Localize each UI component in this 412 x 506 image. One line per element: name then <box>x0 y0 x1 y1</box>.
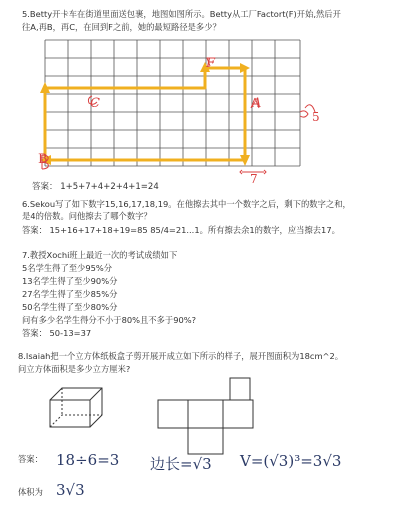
q7-title: 7.教授Xochi班上最近一次的考试成绩如下 <box>22 250 178 260</box>
q7-question: 问有多少名学生得分不小于80%且不多于90%? <box>22 315 197 325</box>
label-C: C <box>90 96 100 111</box>
q5-answer: 答案： 1+5+7+4+2+4+1=24 <box>32 182 159 192</box>
q8-volume-label: 体积为 <box>18 487 43 497</box>
q8-answer-label: 答案： <box>18 454 43 464</box>
label-B: B <box>38 152 48 167</box>
label-F: F <box>206 56 216 71</box>
q8-hand-calc-1: 18÷6=3 <box>56 451 120 469</box>
q7-line-2: 13名学生得了至少90%分 <box>22 276 118 286</box>
q8-hand-calc-2: 边长=√3 <box>150 455 212 473</box>
route-path <box>45 68 245 160</box>
label-A: A <box>252 96 262 111</box>
q8-text-line1: 8.Isaiah把一个立方体纸板盒子剪开展开成立如下所示的样子，展开图面积为18cm^2。 <box>18 351 344 361</box>
q6-answer: 答案： 15+16+17+18+19=85 85/4=21...1。所有擦去余1的数字，应当擦去17。 <box>22 225 340 235</box>
q7-line-3: 27名学生得了至少85%分 <box>22 289 118 299</box>
dim-bottom: 7 <box>250 172 258 186</box>
q7-answer: 答案： 50-13=37 <box>22 328 92 338</box>
q5-text-line2: 往A,再B，再C，在回到F之前，她的最短路径是多少？ <box>22 22 221 32</box>
cube-drawing <box>50 388 102 427</box>
q8-hand-calc-3: V=(√3)³=3√3 <box>240 452 342 470</box>
q7-line-1: 5名学生得了至少95%分 <box>22 263 113 273</box>
q7-line-4: 50名学生得了至少80%分 <box>22 302 118 312</box>
q5-text-line1: 5.Betty开卡车在街道里面送包裹，地图如图所示。Betty从工厂Factort(F)开始,然后开 <box>22 9 341 19</box>
street-grid <box>45 40 300 166</box>
q8-text-line2: 问立方体面积是多少立方厘米? <box>18 364 131 374</box>
dim-right: 5 <box>312 110 320 124</box>
q6-text-line1: 6.Sekou写了如下数字15,16,17,18,19。在他擦去其中一个数字之后，剩下的数字之和， <box>22 199 351 209</box>
cube-net-drawing <box>158 378 253 454</box>
route-arrows <box>40 62 250 166</box>
q8-volume-value: 3√3 <box>56 481 85 499</box>
red-annotations <box>42 58 315 174</box>
q6-text-line2: 是4的倍数。问他擦去了哪个数字？ <box>22 211 152 221</box>
